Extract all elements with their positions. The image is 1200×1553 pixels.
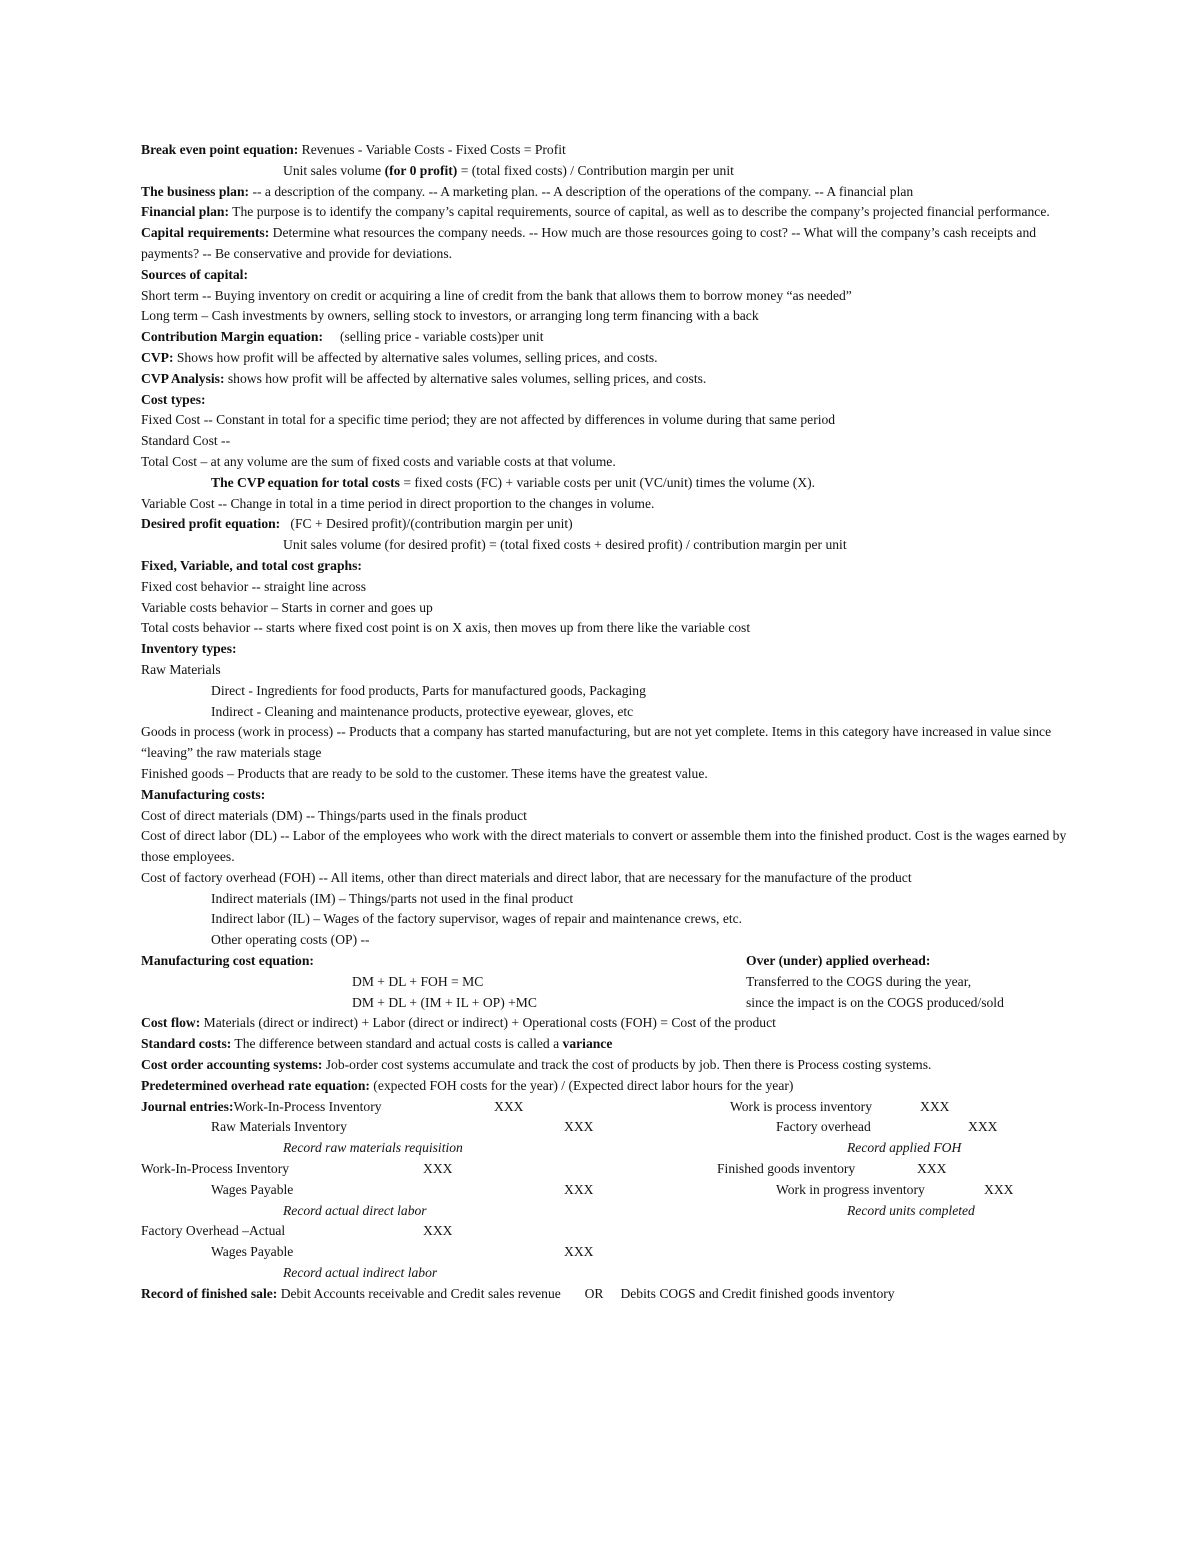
journal-e2-note: Record actual direct labor: [283, 1202, 427, 1218]
capital-requirements-line: [141, 223, 1071, 265]
fixed-behavior-line: Fixed cost behavior -- straight line across: [141, 578, 366, 594]
desired-profit-line: [141, 514, 1071, 535]
cvp-label: CVP:: [141, 349, 174, 365]
variance-term: variance: [562, 1036, 613, 1052]
journal-e3-note: Record actual indirect labor: [283, 1265, 438, 1281]
business-plan-text: -- a description of the company. -- A marketing plan. -- A description of the operations of the company. -- A financial plan: [249, 183, 914, 199]
cvp-total-costs-text: = fixed costs (FC) + variable costs per unit (VC/unit) times the volume (X).: [399, 474, 816, 490]
finished-goods-line: Finished goods – Products that are ready to be sold to the customer. These items have the greatest value.: [141, 765, 708, 781]
raw-materials-line: Raw Materials: [141, 661, 221, 677]
journal-e3-debit: Factory Overhead –Actual: [141, 1223, 286, 1239]
cost-flow-label: Cost flow:: [141, 1015, 201, 1031]
journal-e1-credit: Raw Materials Inventory: [211, 1119, 347, 1135]
journal-e1-credit-amount: XXX: [564, 1119, 594, 1135]
cost-flow-text: Materials (direct or indirect) + Labor (direct or indirect) + Operational costs (FOH) = Cost of the product: [200, 1015, 776, 1031]
journal-r2-note: Record units completed: [847, 1202, 975, 1218]
journal-row-8: [141, 1242, 1071, 1263]
breakeven-label: Break even point equation:: [141, 142, 299, 157]
over-applied-label: Over (under) applied overhead:: [746, 953, 931, 969]
finished-sale-line: [141, 1284, 1071, 1305]
journal-r1-credit-amount: XXX: [968, 1119, 998, 1135]
variable-behavior-line: Variable costs behavior – Starts in corner and goes up: [141, 599, 433, 615]
journal-r2-credit-amount: XXX: [984, 1181, 1014, 1197]
journal-e2-credit-amount: XXX: [564, 1181, 594, 1197]
journal-e2-debit-amount: XXX: [423, 1161, 453, 1177]
finished-sale-text: Debit Accounts receivable and Credit sales revenue OR Debits COGS and Credit finished goods inventory: [277, 1285, 895, 1301]
notes-body: [141, 140, 1071, 1305]
short-term-line: Short term -- Buying inventory on credit or acquiring a line of credit from the bank that allows them to borrow money “as needed”: [141, 287, 852, 303]
over-applied-text-1: Transferred to the COGS during the year,: [746, 973, 972, 989]
cvp-analysis-label: CVP Analysis:: [141, 370, 225, 386]
cvp-total-costs-label: The CVP equation for total costs: [211, 474, 400, 490]
finished-sale-label: Record of finished sale:: [141, 1285, 278, 1301]
journal-e2-credit: Wages Payable: [211, 1181, 294, 1197]
desired-profit-label: Desired profit equation:: [141, 516, 281, 532]
mc-equation-row-3: [141, 993, 1071, 1014]
journal-r2-credit: Work in progress inventory: [776, 1181, 925, 1197]
total-behavior-line: Total costs behavior -- starts where fixed cost point is on X axis, then moves up from there like the variable cost: [141, 620, 751, 636]
financial-plan-label: Financial plan:: [141, 204, 230, 220]
journal-e1-note: Record raw materials requisition: [283, 1140, 463, 1156]
mc-equation-2: DM + DL + (IM + IL + OP) +MC: [352, 994, 537, 1010]
journal-r1-debit: Work is process inventory: [730, 1098, 872, 1114]
mc-equation-1: DM + DL + FOH = MC: [352, 973, 484, 989]
manufacturing-costs-heading: Manufacturing costs:: [141, 786, 266, 802]
business-plan-line: [141, 182, 1071, 203]
predetermined-text: (expected FOH costs for the year) / (Expected direct labor hours for the year): [369, 1077, 794, 1093]
contribution-margin-text: (selling price - variable costs)per unit: [323, 329, 544, 345]
sources-of-capital-heading: Sources of capital:: [141, 266, 248, 282]
financial-plan-text: The purpose is to identify the company’s capital requirements, source of capital, as well as to describe the company’s projected financial performance.: [229, 204, 1050, 220]
journal-r1-debit-amount: XXX: [920, 1098, 950, 1114]
standard-cost-line: Standard Cost --: [141, 433, 231, 449]
cost-order-text: Job-order cost systems accumulate and track the cost of products by job. Then there is Process costing systems.: [322, 1057, 932, 1073]
journal-r1-note: Record applied FOH: [847, 1140, 962, 1156]
predetermined-label: Predetermined overhead rate equation:: [141, 1077, 370, 1093]
standard-costs-line: [141, 1034, 1071, 1055]
contribution-margin-label: Contribution Margin equation:: [141, 329, 324, 345]
long-term-line: Long term – Cash investments by owners, selling stock to investors, or arranging long term financing with a back: [141, 308, 759, 324]
cvp-line: [141, 348, 1071, 369]
desired-profit-unit-line: Unit sales volume (for desired profit) = (total fixed costs + desired profit) / contribution margin per unit: [283, 537, 847, 553]
capital-requirements-text: Determine what resources the company needs. -- How much are those resources going to cost? -- What will the company’s cash receipts and payments? -- Be conservative and provide for deviations.: [141, 225, 1037, 261]
desired-profit-text: (FC + Desired profit)/(contribution margin per unit): [280, 516, 573, 532]
mc-equation-row-2: [141, 972, 1071, 993]
business-plan-label: The business plan:: [141, 183, 250, 199]
other-operating-line: Other operating costs (OP) --: [211, 932, 370, 948]
financial-plan-line: [141, 202, 1071, 223]
over-applied-text-2: since the impact is on the COGS produced/sold: [746, 994, 1004, 1010]
journal-e3-credit-amount: XXX: [564, 1244, 594, 1260]
standard-costs-text: The difference between standard and actual costs is called a: [231, 1036, 563, 1052]
breakeven-unit-post: = (total fixed costs) / Contribution margin per unit: [457, 162, 734, 178]
inventory-types-heading: Inventory types:: [141, 641, 237, 657]
mc-equation-label: Manufacturing cost equation:: [141, 953, 314, 969]
cvp-analysis-line: [141, 369, 1071, 390]
journal-e1-debit-text: Work-In-Process Inventory: [233, 1098, 382, 1114]
contribution-margin-line: [141, 327, 1071, 348]
direct-line: Direct - Ingredients for food products, Parts for manufactured goods, Packaging: [211, 682, 646, 698]
standard-costs-label: Standard costs:: [141, 1036, 232, 1052]
cvp-text: Shows how profit will be affected by alternative sales volumes, selling prices, and costs.: [173, 349, 658, 365]
journal-row-1: [141, 1097, 1071, 1118]
goods-in-process-line: Goods in process (work in process) -- Products that a company has started manufacturing, but are not yet complete. Items in this category have increased in value since “leaving” the raw materials stage: [141, 724, 1052, 761]
breakeven-text: Revenues - Variable Costs - Fixed Costs = Profit: [298, 142, 566, 157]
journal-e2-debit: Work-In-Process Inventory: [141, 1161, 290, 1177]
journal-r2-debit-amount: XXX: [917, 1161, 947, 1177]
cost-order-line: [141, 1055, 1071, 1076]
journal-row-2: [141, 1117, 1071, 1138]
fixed-cost-line: Fixed Cost -- Constant in total for a specific time period; they are not affected by differences in volume during that same period: [141, 412, 836, 428]
direct-labor-line: Cost of direct labor (DL) -- Labor of the employees who work with the direct materials to convert or assemble them into the finished product. Cost is the wages earned by those employees.: [141, 828, 1067, 865]
journal-e3-debit-amount: XXX: [423, 1223, 453, 1239]
direct-materials-line: Cost of direct materials (DM) -- Things/parts used in the finals product: [141, 807, 527, 823]
indirect-line: Indirect - Cleaning and maintenance products, protective eyewear, gloves, etc: [211, 703, 634, 719]
breakeven-unit-bold: (for 0 profit): [384, 162, 458, 178]
cvp-total-costs-line: [141, 473, 1071, 494]
graphs-heading: Fixed, Variable, and total cost graphs:: [141, 557, 362, 573]
journal-row-5: [141, 1180, 1071, 1201]
breakeven-unit-line: [141, 161, 1071, 182]
total-cost-line: Total Cost – at any volume are the sum of fixed costs and variable costs at that volume.: [141, 453, 616, 469]
journal-row-9: [141, 1263, 1071, 1284]
cost-order-label: Cost order accounting systems:: [141, 1057, 323, 1073]
cvp-analysis-text: shows how profit will be affected by alternative sales volumes, selling prices, and costs.: [224, 370, 707, 386]
indirect-labor-line: Indirect labor (IL) – Wages of the factory supervisor, wages of repair and maintenance crews, etc.: [211, 911, 743, 927]
journal-r1-credit: Factory overhead: [776, 1119, 871, 1135]
predetermined-line: [141, 1076, 1071, 1097]
journal-e1-debit-amount: XXX: [494, 1098, 524, 1114]
journal-label: Journal entries:: [141, 1098, 234, 1114]
journal-row-3: [141, 1138, 1071, 1159]
journal-row-4: [141, 1159, 1071, 1180]
breakeven-line: [141, 140, 1071, 161]
journal-r2-debit: Finished goods inventory: [717, 1161, 856, 1177]
journal-e3-credit: Wages Payable: [211, 1244, 294, 1260]
journal-row-7: [141, 1221, 1071, 1242]
breakeven-unit-pre: Unit sales volume: [283, 162, 385, 178]
journal-entry-1-debit: [141, 1097, 382, 1118]
factory-overhead-line: Cost of factory overhead (FOH) -- All items, other than direct materials and direct labor, that are necessary for the manufacture of the product: [141, 869, 912, 885]
journal-row-6: [141, 1201, 1071, 1222]
cost-flow-line: [141, 1013, 1071, 1034]
cost-types-heading: Cost types:: [141, 391, 206, 407]
variable-cost-line: Variable Cost -- Change in total in a time period in direct proportion to the changes in volume.: [141, 495, 655, 511]
capital-requirements-label: Capital requirements:: [141, 225, 270, 241]
mc-equation-row-1: [141, 951, 1071, 972]
indirect-materials-line: Indirect materials (IM) – Things/parts not used in the final product: [211, 890, 574, 906]
